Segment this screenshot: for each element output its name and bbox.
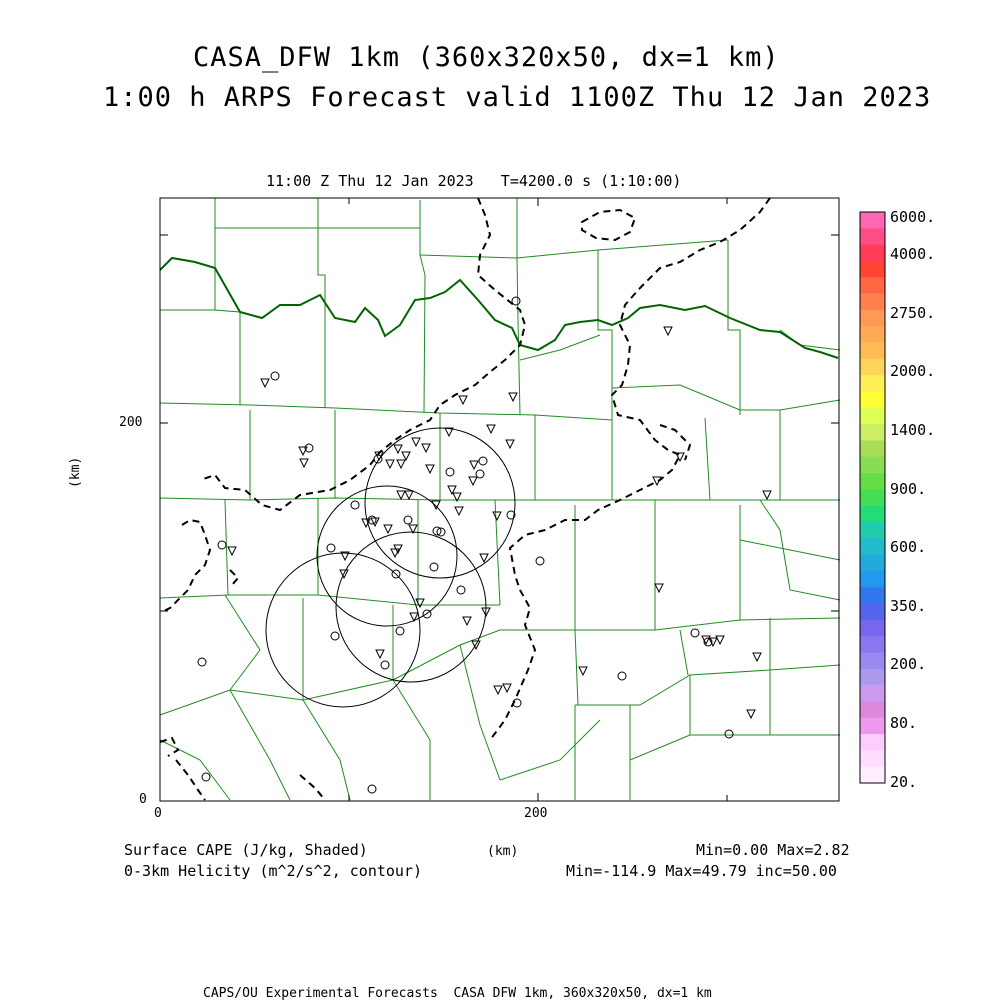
colorbar-swatch <box>860 440 885 457</box>
station-triangle-marker <box>509 393 517 401</box>
station-circle-marker <box>476 470 484 478</box>
station-triangle-marker <box>753 653 761 661</box>
helicity-dashed-contours <box>160 198 770 800</box>
station-triangle-marker <box>763 491 771 499</box>
station-circle-marker <box>512 297 520 305</box>
colorbar-swatch <box>860 245 885 262</box>
station-triangle-marker <box>470 461 478 469</box>
colorbar-swatch <box>860 587 885 604</box>
station-triangle-marker <box>376 650 384 658</box>
title-line-1: CASA_DFW 1km (360x320x50, dx=1 km) <box>193 42 780 73</box>
field1-label: Surface CAPE (J/kg, Shaded) <box>124 841 368 859</box>
station-circle-marker <box>368 785 376 793</box>
x-tick-200: 200 <box>524 806 548 821</box>
station-triangle-marker <box>702 636 710 644</box>
station-triangle-marker <box>402 452 410 460</box>
station-triangle-marker <box>664 327 672 335</box>
colorbar-swatch <box>860 685 885 702</box>
station-circle-marker <box>327 544 335 552</box>
station-circle-marker <box>430 563 438 571</box>
station-circle-marker <box>479 457 487 465</box>
colorbar-swatch <box>860 294 885 311</box>
colorbar-swatch <box>860 604 885 621</box>
colorbar-label: 2750. <box>890 304 936 322</box>
colorbar-swatch <box>860 522 885 539</box>
colorbar-swatch <box>860 489 885 506</box>
colorbar-label: 900. <box>890 480 927 498</box>
county-lines <box>160 198 840 800</box>
colorbar-swatch <box>860 750 885 767</box>
colorbar-swatch <box>860 261 885 278</box>
station-triangle-marker <box>432 501 440 509</box>
station-triangle-marker <box>228 547 236 555</box>
station-circle-marker <box>446 468 454 476</box>
station-triangle-marker <box>455 507 463 515</box>
station-triangle-marker <box>480 554 488 562</box>
colorbar-swatch <box>860 701 885 718</box>
colorbar-swatch <box>860 408 885 425</box>
station-circle-marker <box>218 541 226 549</box>
station-triangle-marker <box>463 617 471 625</box>
station-markers <box>198 297 771 793</box>
colorbar-swatch <box>860 767 885 784</box>
state-border <box>160 258 838 358</box>
station-triangle-marker <box>747 710 755 718</box>
colorbar-swatch <box>860 212 885 229</box>
colorbar-swatch <box>860 326 885 343</box>
y-tick-200: 200 <box>119 415 143 430</box>
station-triangle-marker <box>494 686 502 694</box>
colorbar-label: 350. <box>890 597 927 615</box>
station-triangle-marker <box>493 512 501 520</box>
station-triangle-marker <box>394 445 402 453</box>
station-circle-marker <box>198 658 206 666</box>
colorbar-label: 80. <box>890 714 918 732</box>
station-triangle-marker <box>487 425 495 433</box>
station-circle-marker <box>725 730 733 738</box>
station-triangle-marker <box>416 599 424 607</box>
colorbar-swatch <box>860 555 885 572</box>
colorbar-label: 20. <box>890 773 918 791</box>
field1-stats: Min=0.00 Max=2.82 <box>696 841 850 859</box>
station-triangle-marker <box>506 440 514 448</box>
station-triangle-marker <box>469 477 477 485</box>
colorbar-label: 1400. <box>890 421 936 439</box>
colorbar-swatch <box>860 277 885 294</box>
station-circle-marker <box>404 516 412 524</box>
colorbar-swatch <box>860 391 885 408</box>
station-triangle-marker <box>397 460 405 468</box>
station-triangle-marker <box>426 465 434 473</box>
colorbar-swatch <box>860 343 885 360</box>
station-triangle-marker <box>300 459 308 467</box>
station-circle-marker <box>202 773 210 781</box>
station-triangle-marker <box>716 636 724 644</box>
station-circle-marker <box>351 501 359 509</box>
station-triangle-marker <box>655 584 663 592</box>
station-circle-marker <box>536 557 544 565</box>
colorbar-label: 2000. <box>890 362 936 380</box>
station-triangle-marker <box>459 396 467 404</box>
station-circle-marker <box>691 629 699 637</box>
station-circle-marker <box>331 632 339 640</box>
station-triangle-marker <box>412 438 420 446</box>
colorbar-swatch <box>860 620 885 637</box>
y-tick-0: 0 <box>139 792 147 807</box>
station-circle-marker <box>457 586 465 594</box>
credit-text: CAPS/OU Experimental Forecasts CASA DFW 1km, 360x320x50, dx=1 km <box>203 986 712 1001</box>
title-line-2: 1:00 h ARPS Forecast valid 1100Z Thu 12 Jan 2023 <box>103 82 932 113</box>
station-triangle-marker <box>397 491 405 499</box>
colorbar-swatch <box>860 636 885 653</box>
colorbar-swatch <box>860 652 885 669</box>
x-axis-label: (km) <box>487 844 519 859</box>
colorbar-swatch <box>860 310 885 327</box>
colorbar-label: 6000. <box>890 208 936 226</box>
station-triangle-marker <box>579 667 587 675</box>
colorbar-swatch <box>860 506 885 523</box>
colorbar-label: 600. <box>890 538 927 556</box>
colorbar-swatch <box>860 359 885 376</box>
colorbar-swatch <box>860 228 885 245</box>
colorbar-swatch <box>860 424 885 441</box>
station-triangle-marker <box>261 379 269 387</box>
field2-stats: Min=-114.9 Max=49.79 inc=50.00 <box>566 862 837 880</box>
station-triangle-marker <box>386 460 394 468</box>
station-circle-marker <box>396 627 404 635</box>
colorbar-label: 200. <box>890 655 927 673</box>
colorbar-swatch <box>860 571 885 588</box>
station-triangle-marker <box>405 491 413 499</box>
station-circle-marker <box>271 372 279 380</box>
station-circle-marker <box>618 672 626 680</box>
station-triangle-marker <box>503 684 511 692</box>
plot-subtitle: 11:00 Z Thu 12 Jan 2023 T=4200.0 s (1:10:00) <box>266 172 682 190</box>
colorbar-swatch <box>860 375 885 392</box>
station-circle-marker <box>381 661 389 669</box>
colorbar-swatch <box>860 473 885 490</box>
station-triangle-marker <box>384 525 392 533</box>
y-axis-label: (km) <box>68 456 83 488</box>
colorbar-swatch <box>860 457 885 474</box>
x-tick-0: 0 <box>154 806 162 821</box>
colorbar-label: 4000. <box>890 245 936 263</box>
colorbar <box>860 212 885 783</box>
field2-label: 0-3km Helicity (m^2/s^2, contour) <box>124 862 423 880</box>
colorbar-swatch <box>860 669 885 686</box>
colorbar-swatch <box>860 734 885 751</box>
colorbar-swatch <box>860 538 885 555</box>
colorbar-swatch <box>860 718 885 735</box>
station-triangle-marker <box>422 444 430 452</box>
